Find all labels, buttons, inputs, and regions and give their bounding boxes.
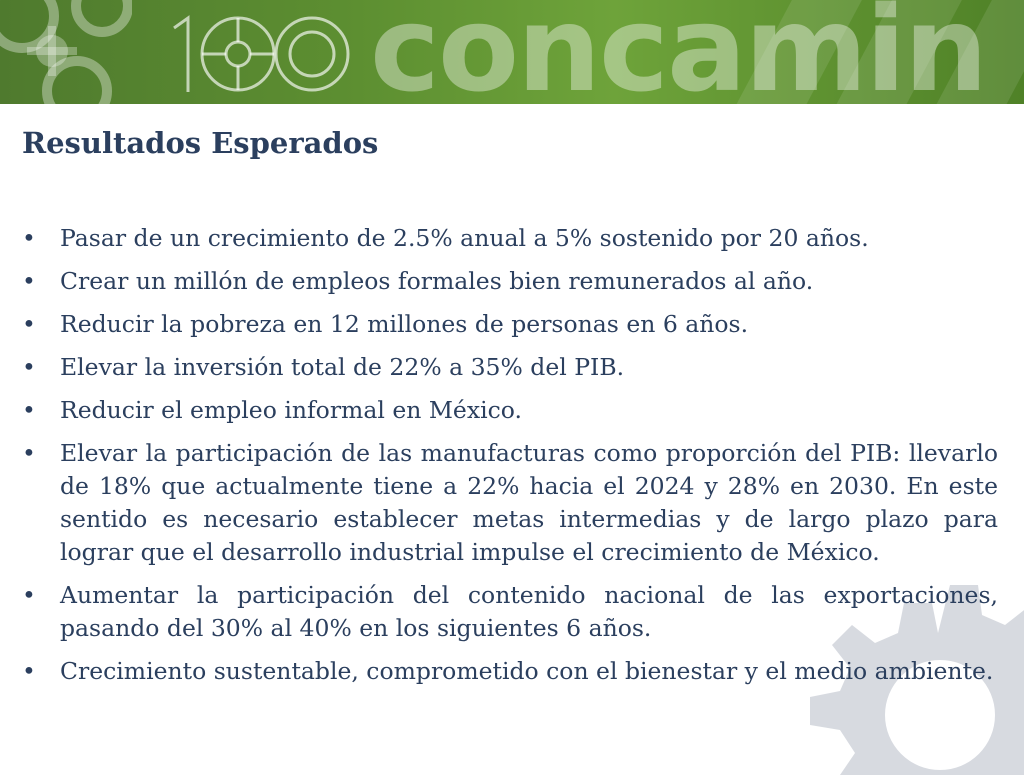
bullet-text: Crecimiento sustentable, comprometido con el bienestar y el medio ambiente.	[60, 657, 994, 685]
bullet-marker: •	[22, 353, 36, 381]
bullet-text: Elevar la participación de las manufacturas como proporción del PIB: llevarlo de 18% que actualmente tiene a 22% hacia el 2024 y 28% en 2030. En este sentido es necesario establecer metas intermedias y de largo plazo para lograr que el desarrollo industrial impulse el crecimiento de México.	[60, 439, 998, 566]
list-item	[22, 308, 998, 341]
header-banner	[0, 0, 1024, 104]
list-item	[22, 351, 998, 384]
bullet-marker: •	[22, 267, 36, 295]
list-item	[22, 394, 998, 427]
list-item	[22, 579, 998, 645]
bullet-list	[22, 222, 998, 698]
bullet-marker: •	[22, 581, 36, 609]
centenary-badge-icon	[160, 8, 360, 98]
brand-wordmark: concamin	[370, 0, 987, 104]
bullet-text: Elevar la inversión total de 22% a 35% del PIB.	[60, 353, 625, 381]
bullet-marker: •	[22, 310, 36, 338]
bullet-marker: •	[22, 396, 36, 424]
list-item	[22, 222, 998, 255]
list-item	[22, 265, 998, 298]
bullet-text: Crear un millón de empleos formales bien remunerados al año.	[60, 267, 814, 295]
list-item	[22, 437, 998, 569]
bullet-marker: •	[22, 657, 36, 685]
bullet-text: Pasar de un crecimiento de 2.5% anual a 5% sostenido por 20 años.	[60, 224, 869, 252]
list-item	[22, 655, 998, 688]
bullet-text: Reducir el empleo informal en México.	[60, 396, 522, 424]
slide-title: Resultados Esperados	[22, 126, 379, 160]
bullet-text: Reducir la pobreza en 12 millones de personas en 6 años.	[60, 310, 749, 338]
gear-logo-icon	[0, 0, 132, 104]
bullet-marker: •	[22, 439, 36, 467]
bullet-text: Aumentar la participación del contenido nacional de las exportaciones, pasando del 30% al 40% en los siguientes 6 años.	[60, 581, 998, 642]
bullet-marker: •	[22, 224, 36, 252]
